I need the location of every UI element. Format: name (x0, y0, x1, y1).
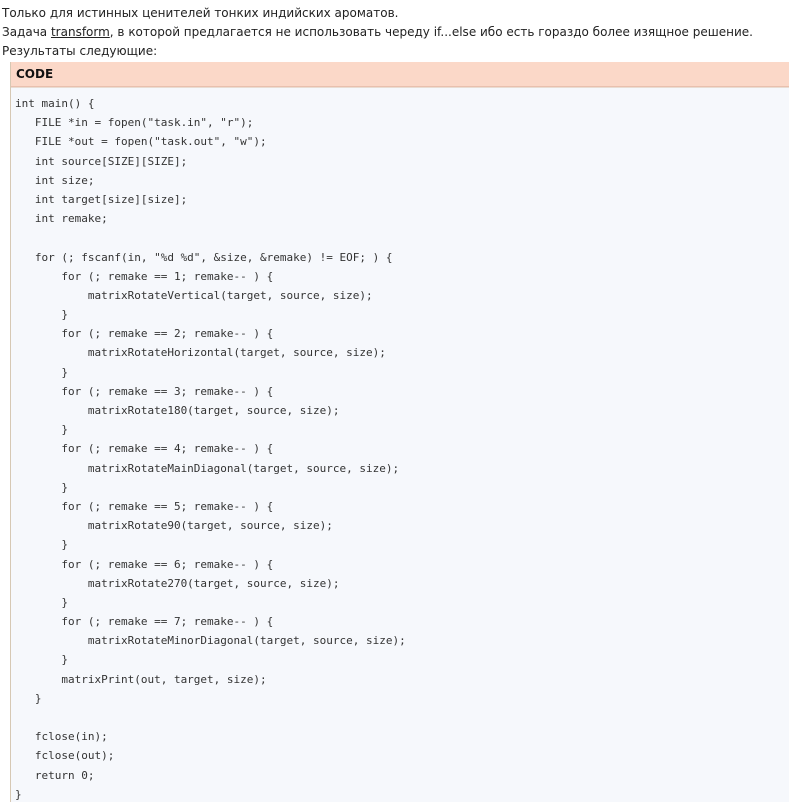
code-line: matrixRotateMainDiagonal(target, source, size); (15, 461, 400, 475)
code-line: int target[size][size]; (15, 192, 188, 206)
code-line: for (; remake == 6; remake-- ) { (15, 557, 274, 571)
code-line: return 0; (15, 768, 95, 782)
code-line: } (15, 691, 42, 705)
code-line: } (15, 308, 68, 322)
code-line: for (; fscanf(in, "%d %d", &size, &remake) != EOF; ) { (15, 250, 393, 264)
code-line: FILE *in = fopen("task.in", "r"); (15, 116, 254, 130)
code-line: matrixRotate90(target, source, size); (15, 519, 333, 533)
code-line: } (15, 595, 68, 609)
code-line: matrixRotateHorizontal(target, source, size); (15, 346, 386, 360)
code-line: for (; remake == 2; remake-- ) { (15, 327, 274, 341)
code-line: for (; remake == 1; remake-- ) { (15, 269, 274, 283)
intro-line-1: Только для истинных ценителей тонких индийских ароматов. (2, 6, 399, 20)
code-line (15, 708, 789, 727)
intro-line-2-suffix: , в которой предлагается не использовать череду if...else ибо есть гораздо более изящное решение. (109, 25, 753, 39)
code-line: } (15, 423, 68, 437)
code-line: fclose(in); (15, 730, 108, 744)
intro-line-2 (2, 23, 789, 42)
code-block-body[interactable] (11, 87, 789, 802)
code-line: for (; remake == 5; remake-- ) { (15, 499, 274, 513)
code-line: int remake; (15, 212, 108, 226)
transform-task-link[interactable]: transform (50, 25, 110, 39)
code-line: FILE *out = fopen("task.out", "w"); (15, 135, 267, 149)
code-line: for (; remake == 3; remake-- ) { (15, 384, 274, 398)
code-block-header: CODE (11, 62, 789, 87)
code-line: } (15, 787, 22, 801)
post-intro (0, 0, 789, 61)
code-line: } (15, 365, 68, 379)
intro-line-2-prefix: Задача (2, 25, 51, 39)
code-line: fclose(out); (15, 749, 115, 763)
code-line: matrixPrint(out, target, size); (15, 672, 267, 686)
code-line (15, 228, 789, 247)
code-line: matrixRotateMinorDiagonal(target, source, size); (15, 634, 406, 648)
code-line: int size; (15, 173, 95, 187)
code-block (10, 62, 789, 802)
code-line: for (; remake == 7; remake-- ) { (15, 615, 274, 629)
code-line: int source[SIZE][SIZE]; (15, 154, 188, 168)
code-line: } (15, 538, 68, 552)
code-line: } (15, 653, 68, 667)
code-line: for (; remake == 4; remake-- ) { (15, 442, 274, 456)
code-line: matrixRotate180(target, source, size); (15, 404, 340, 417)
code-line: int main() { (15, 97, 95, 110)
code-line: matrixRotate270(target, source, size); (15, 576, 340, 590)
intro-line-3: Результаты следующие: (2, 44, 158, 58)
code-line: } (15, 480, 68, 494)
code-line: matrixRotateVertical(target, source, size); (15, 288, 373, 302)
